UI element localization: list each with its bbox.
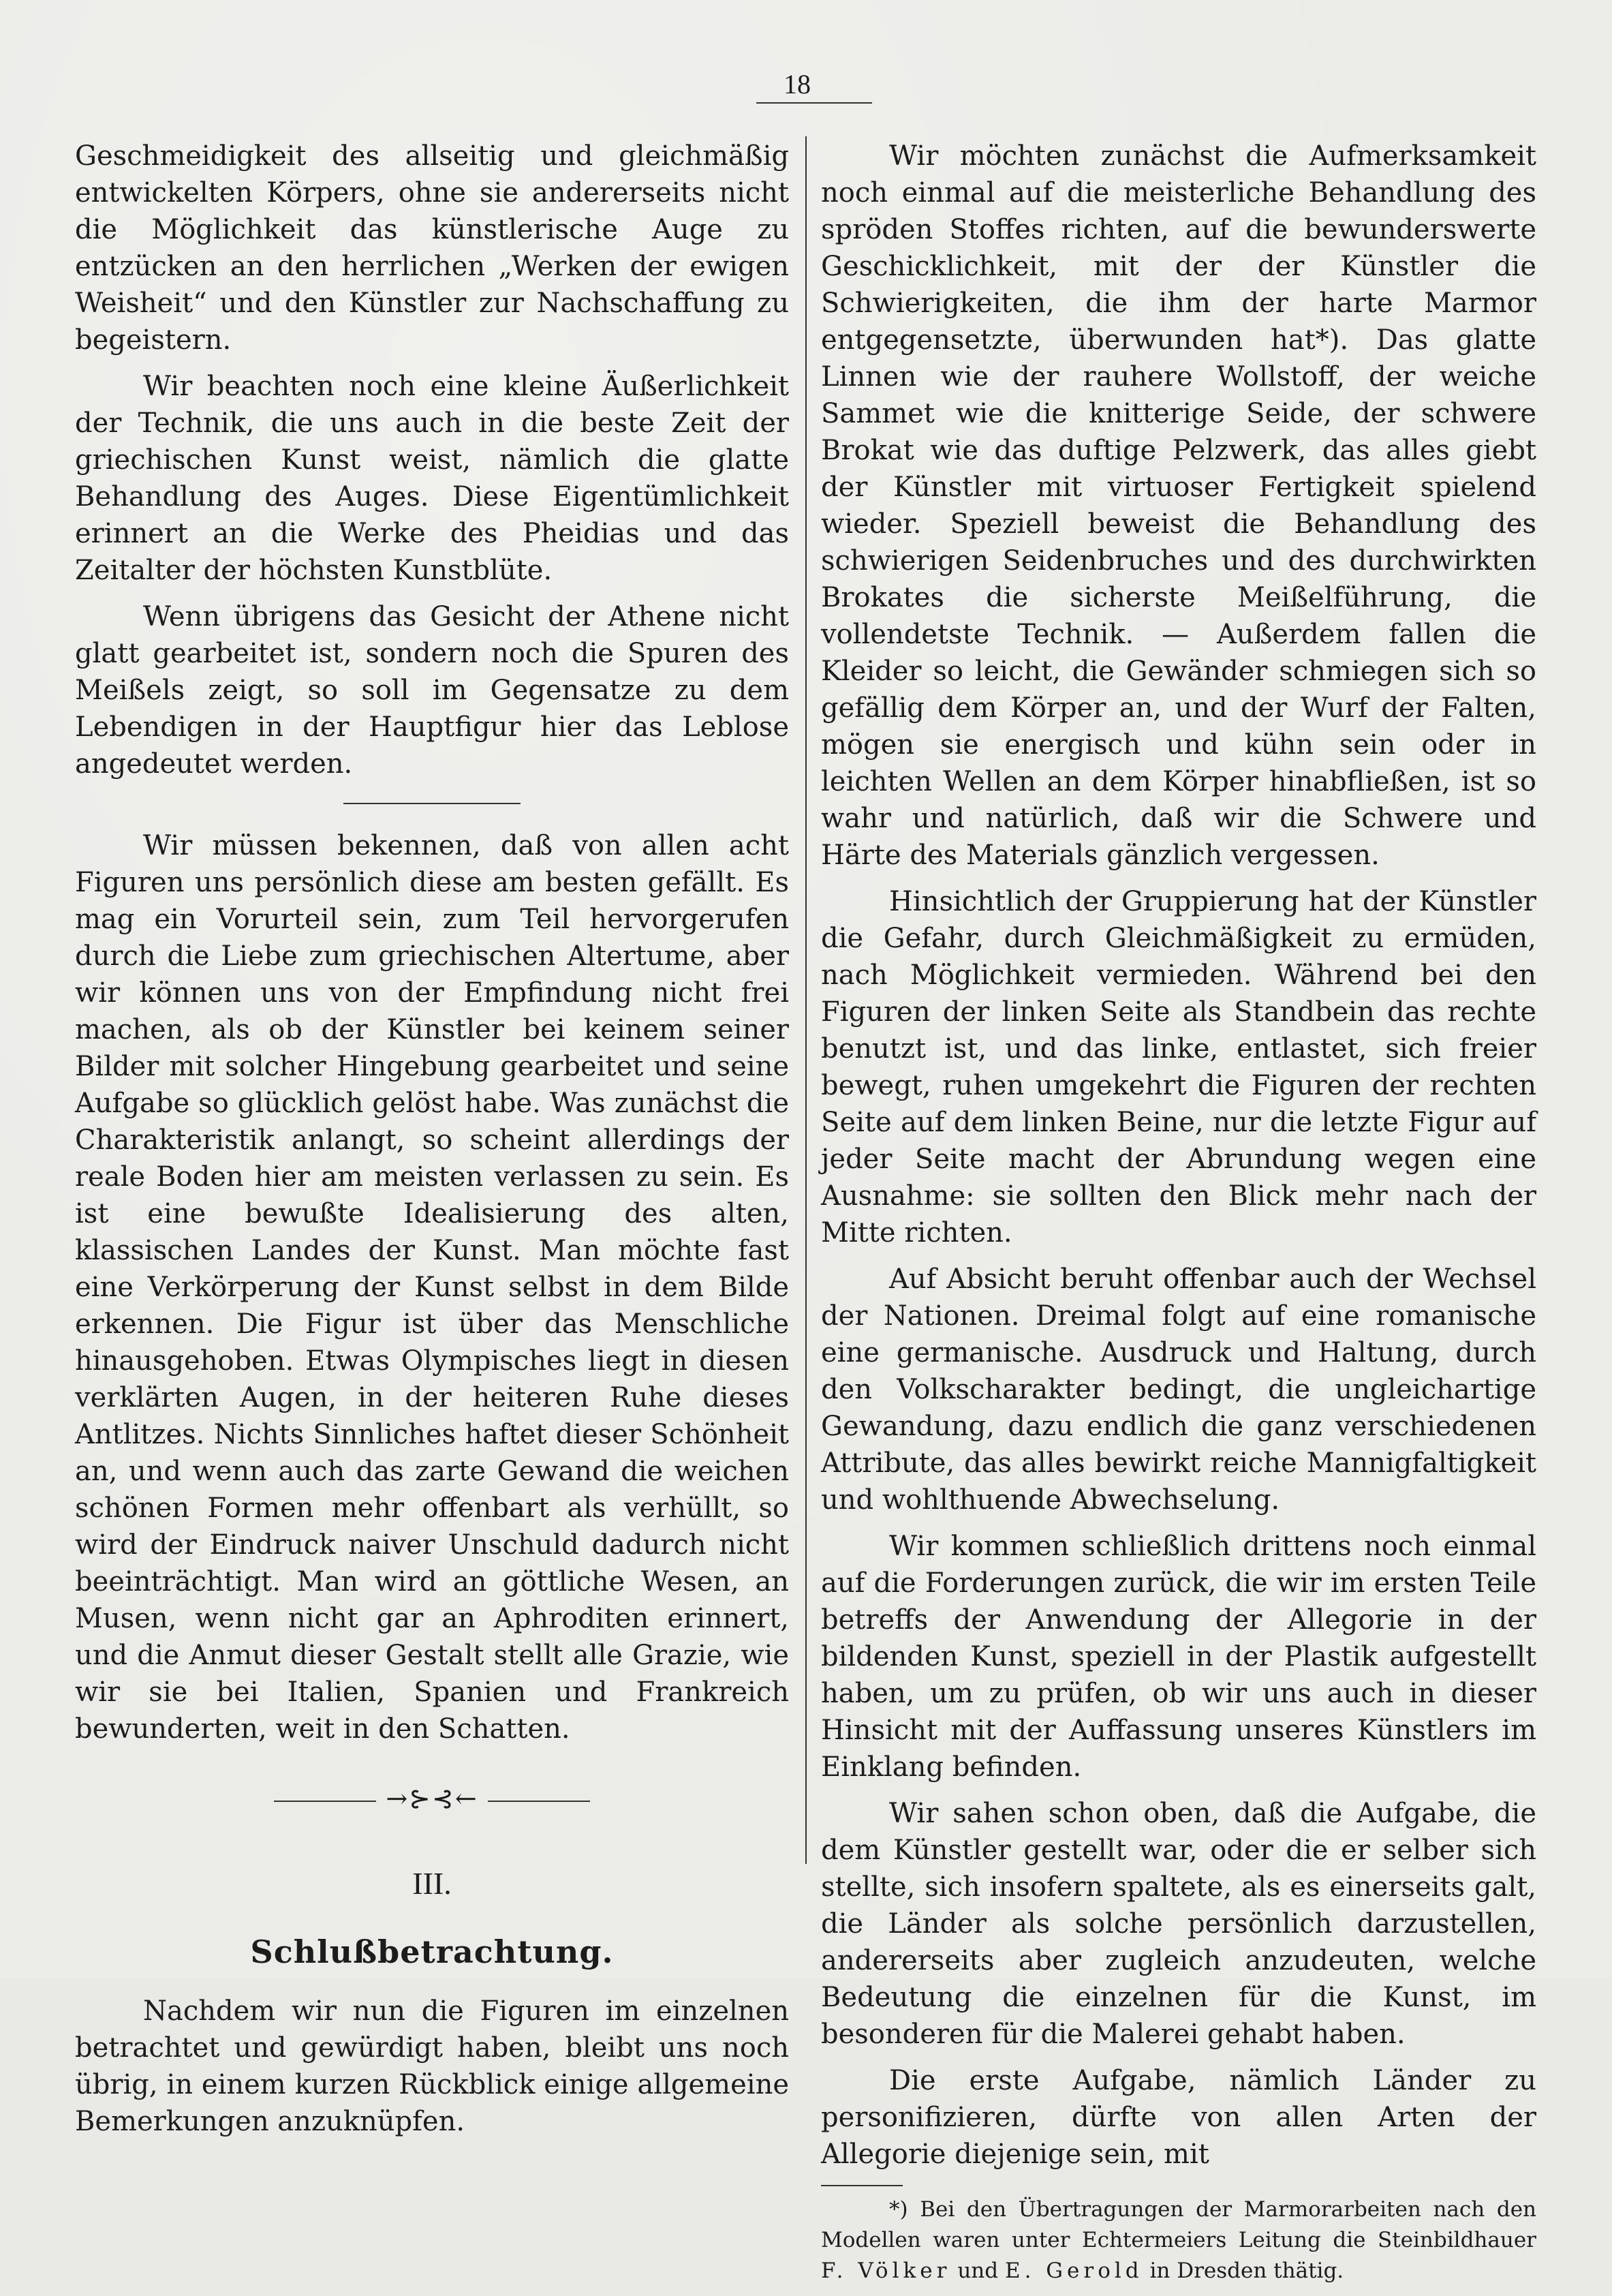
footnote [821,2194,1536,2286]
ornament-glyph: →⊱⊰← [386,1784,478,1813]
left-column [75,138,789,2149]
ornament-line-right [488,1801,590,1802]
footnote-end: in Dresden thätig. [1143,2259,1344,2283]
right-paragraph-2: Hinsichtlich der Gruppierung hat der Künstler die Gefahr, durch Gleichmäßigkeit zu ermüden, nach Möglichkeit vermieden. Während bei den Figuren der linken Seite als Standbein das rechte benutzt ist, und das linke, entlastet, sich freier bewegt, ruhen umgekehrt die Figuren der rechten Seite auf dem linken Beine, nur die letzte Figur auf jeder Seite macht der Abrundung wegen eine Ausnahme: sie sollten den Blick mehr nach der Mitte richten. [821,886,1536,1249]
right-column [821,138,1536,2296]
left-paragraph-5: Nachdem wir nun die Figuren im einzelnen betrachtet und gewürdigt haben, bleibt uns noch übrig, in einem kurzen Rückblick einige allgemeine Bemerkungen anzuknüpfen. [75,1995,789,2137]
ornament-line-left [274,1801,376,1802]
right-paragraph-5: Wir sahen schon oben, daß die Aufgabe, die dem Künstler gestellt war, oder die er selber sich stellte, sich insofern spaltete, als es einerseits galt, die Länder als solche persönlich darzustellen, andererseits aber zugleich anzudeuten, welche Bedeutung die einzelnen für die Kunst, im besonderen für die Malerei gehabt haben. [821,1798,1536,2050]
right-paragraph-6: Die erste Aufgabe, nämlich Länder zu personifizieren, dürfte von allen Arten der Allegorie diejenige sein, mit [821,2065,1536,2170]
right-paragraph-4: Wir kommen schließlich drittens noch einmal auf die Forderungen zurück, die wir im ersten Teile betreffs der Anwendung der Allegorie in der bildenden Kunst, speziell in der Plastik aufgestellt haben, um zu prüfen, ob wir uns auch in dieser Hinsicht mit der Auffassung unseres Künstlers im Einklang befinden. [821,1531,1536,1783]
footnote-name-2: E. Gerold [1004,2259,1143,2283]
section-numeral: III. [412,1866,452,1901]
section-title: Schlußbetrachtung. [250,1933,614,1970]
left-paragraph-1: Geschmeidigkeit des allseitig und gleichmäßig entwickelten Körpers, ohne sie andererseits nicht die Möglichkeit das künstlerische Auge zu entzücken an den herrlichen „Werken der ewigen Weisheit“ und den Künstler zur Nachschaffung zu begeistern. [75,140,789,356]
page-number-rule [756,102,872,104]
footnote-name-1: F. Völker [821,2259,951,2283]
footnote-and: und [950,2259,1005,2283]
footnote-text: *) Bei den Übertragungen der Marmorarbeiten nach den Modellen waren unter Echtermeiers Leitung die Steinbildhauer [821,2197,1536,2252]
left-paragraph-2: Wir beachten noch eine kleine Äußerlichkeit der Technik, die uns auch in die beste Zeit der griechischen Kunst weist, nämlich die glatte Behandlung des Auges. Diese Eigentümlichkeit erinnert an die Werke des Pheidias und das Zeitalter der höchsten Kunstblüte. [75,371,789,586]
section-separator-rule [343,803,521,804]
right-paragraph-1: Wir möchten zunächst die Aufmerksamkeit noch einmal auf die meisterliche Behandlung des spröden Stoffes richten, auf die bewunderswerte Geschicklichkeit, mit der der Künstler die Schwierigkeiten, die ihm der harte Marmor entgegensetzte, überwunden hat*). Das glatte Linnen wie der rauhere Wollstoff, der weiche Sammet wie die knitterige Seide, der schwere Brokat wie das duftige Pelzwerk, das alles giebt der Künstler mit virtuoser Fertigkeit spielend wieder. Speziell beweist die Behandlung des schwierigen Seidenbruches und des durchwirkten Brokates die sicherste Meißelführung, die vollendetste Technik. — Außerdem fallen die Kleider so leicht, die Gewänder schmiegen sich so gefällig dem Körper an, und der Wurf der Falten, mögen sie energisch und kühn sein oder in leichten Wellen an dem Körper hinabfließen, ist so wahr und natürlich, daß wir die Schwere und Härte des Materials gänzlich vergessen. [821,140,1536,871]
footnote-rule [821,2185,903,2186]
left-paragraph-4: Wir müssen bekennen, daß von allen acht Figuren uns persönlich diese am besten gefällt. Es mag ein Vorurteil sein, zum Teil hervorgerufen durch die Liebe zum griechischen Altertume, aber wir können uns von der Empfindung nicht frei machen, als ob der Künstler bei keinem seiner Bilder mit solcher Hingebung gearbeitet und seine Aufgabe so glücklich gelöst habe. Was zunächst die Charakteristik anlangt, so scheint allerdings der reale Boden hier am meisten verlassen zu sein. Es ist eine bewußte Idealisierung des alten, klassischen Landes der Kunst. Man möchte fast eine Verkörperung der Kunst selbst in dem Bilde erkennen. Die Figur ist über das Menschliche hinausgehoben. Etwas Olympisches liegt in diesen verklärten Augen, in der heiteren Ruhe dieses Antlitzes. Nichts Sinnliches haftet dieser Schönheit an, und wenn auch das zarte Gewand die weichen schönen Formen mehr offenbart als verhüllt, so wird der Eindruck naiver Unschuld dadurch nicht beeinträchtigt. Man wird an göttliche Wesen, an Musen, wenn nicht gar an Aphroditen erinnert, und die Anmut dieser Gestalt stellt alle Grazie, wie wir sie bei Italien, Spanien und Frankreich bewunderten, weit in den Schatten. [75,830,789,1745]
column-divider [805,136,807,1864]
right-paragraph-3: Auf Absicht beruht offenbar auch der Wechsel der Nationen. Dreimal folgt auf eine romanische eine germanische. Ausdruck und Haltung, durch den Volkscharakter bedingt, die ungleichartige Gewandung, dazu endlich die ganz verschiedenen Attribute, das alles bewirkt reiche Mannigfaltigkeit und wohlthuende Abwechselung. [821,1264,1536,1516]
ornament-divider [75,1781,789,1816]
left-paragraph-3: Wenn übrigens das Gesicht der Athene nicht glatt gearbeitet ist, sondern noch die Spuren des Meißels zeigt, so soll im Gegensatze zu dem Lebendigen in der Hauptfigur hier das Leblose angedeutet werden. [75,601,789,780]
page-number: 18 [784,69,811,100]
